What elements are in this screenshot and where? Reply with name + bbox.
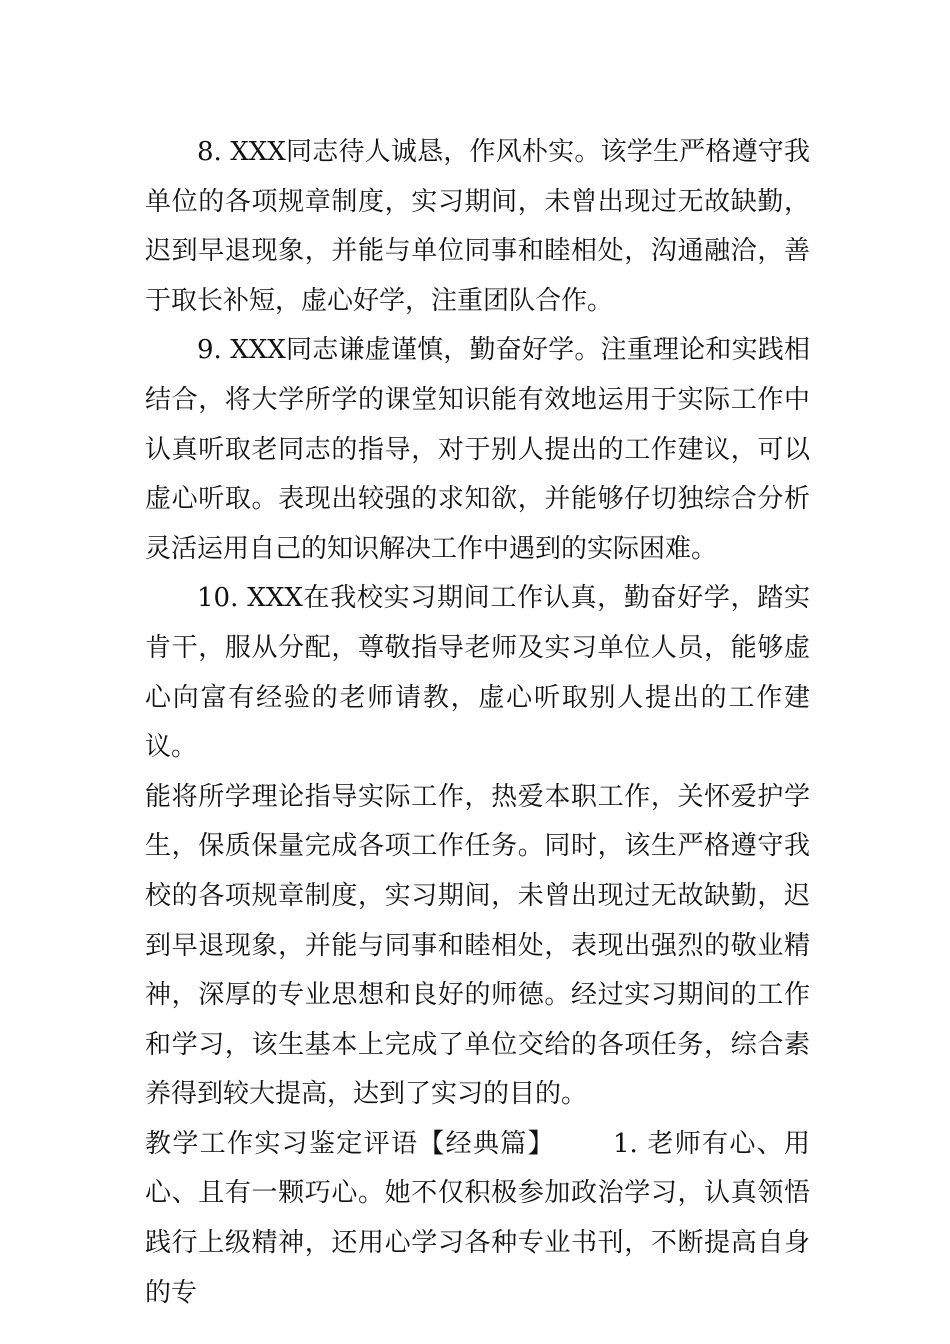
- paragraph-item-9: 9. XXX同志谦虚谨慎，勤奋好学。注重理论和实践相结合，将大学所学的课堂知识能有效地运用于实际工作中认真听取老同志的指导，对于别人提出的工作建议，可以虚心听取。表现出较强的求知欲，并能够仔切独综合分析灵活运用自己的知识解决工作中遇到的实际困难。: [145, 335, 810, 564]
- section-block: [145, 1120, 810, 1318]
- section-heading: 教学工作实习鉴定评语【经典篇】: [145, 1128, 555, 1159]
- document-body: [145, 128, 810, 1318]
- paragraph-continuation: 能将所学理论指导实际工作，热爱本职工作，关怀爱护学生，保质保量完成各项工作任务。同时，该生严格遵守我校的各项规章制度，实习期间，未曾出现过无故缺勤，迟到早退现象，并能与同事和睦相处，表现出强烈的敬业精神，深厚的专业思想和良好的师德。经过实习期间的工作和学习，该生基本上完成了单位交给的各项任务，综合素养得到较大提高，达到了实习的目的。: [145, 781, 810, 1110]
- paragraph-item-10: 10. XXX在我校实习期间工作认真，勤奋好学，踏实肯干，服从分配，尊敬指导老师及实习单位人员，能够虚心向富有经验的老师请教，虚心听取别人提出的工作建议。: [145, 583, 810, 763]
- section-first-paragraph: 1. 老师有心、用心、且有一颗巧心。她不仅积极参加政治学习，认真领悟践行上级精神，还用心学习各种专业书刊，不断提高自身的专: [145, 1128, 810, 1308]
- paragraph-item-8: 8. XXX同志待人诚恳，作风朴实。该学生严格遵守我单位的各项规章制度，实习期间，未曾出现过无故缺勤，迟到早退现象，并能与单位同事和睦相处，沟通融洽，善于取长补短，虚心好学，注重团队合作。: [145, 137, 810, 316]
